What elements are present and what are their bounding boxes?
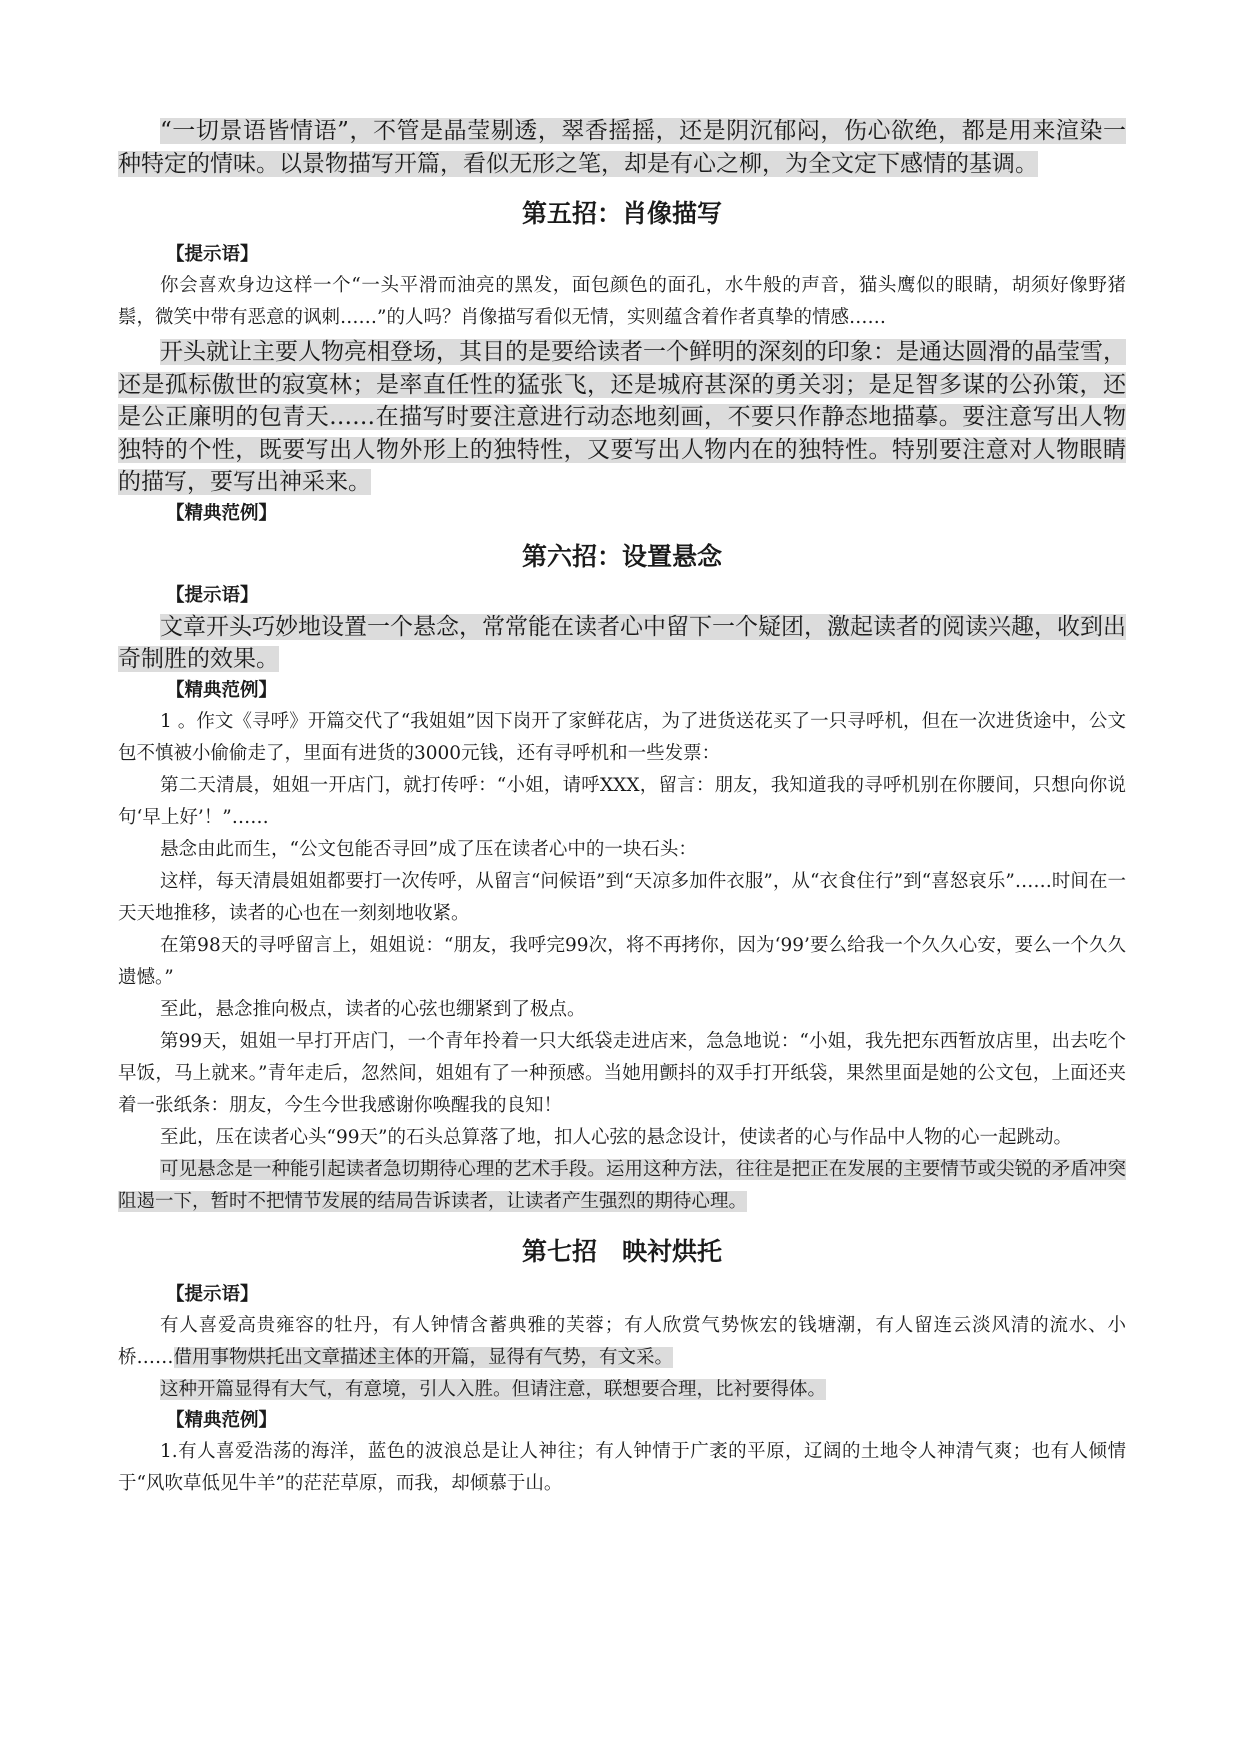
section-heading-6: 第六招：设置悬念 bbox=[521, 541, 722, 571]
paragraph: 你会喜欢身边这样一个“一头平滑而油亮的黑发，面包颜色的面孔，水牛般的声音，猫头鹰似的眼睛，胡须好像野猪鬃，微笑中带有恶意的讽刺……”的人吗？肖像描写看似无情，实则蕴含着作者真挚的情感…… bbox=[118, 275, 1126, 328]
paragraph: 至此，压在读者心头“99天”的石头总算落了地，扣人心弦的悬念设计，使读者的心与作品中人物的心一起跳动。 bbox=[160, 1126, 1072, 1148]
paragraph: 有人喜爱高贵雍容的牡丹，有人钟情含蓄典雅的芙蓉；有人欣赏气势恢宏的钱塘潮，有人留连云淡风清的流水、小桥……借用事物烘托出文章描述主体的开篇，显得有气势，有文采。 bbox=[118, 1314, 1126, 1368]
example-label: 【精典范例】 bbox=[166, 1409, 278, 1431]
section-heading-5: 第五招：肖像描写 bbox=[521, 199, 722, 228]
paragraph-highlighted: 开头就让主要人物亮相登场，其目的是要给读者一个鲜明的深刻的印象：是通达圆滑的晶莹雪，还是孤标傲世的寂寞林；是率直任性的猛张飞，还是城府甚深的勇关羽；是足智多谋的公孙策，还是公正廉明的包青天……在描写时要注意进行动态地刻画，不要只作静态地描摹。要注意写出人物独特的个性，既要写出人物外形上的独特性，又要写出人物内在的独特性。特别要注意对人物眼睛的描写，要写出神采来。 bbox=[118, 339, 1126, 495]
paragraph-intro: “一切景语皆情语”，不管是晶莹剔透，翠香摇摇，还是阴沉郁闷，伤心欲绝，都是用来渲染一种特定的情味。以景物描写开篇，看似无形之笔，却是有心之柳，为全文定下感情的基调。 bbox=[118, 118, 1126, 177]
paragraph-highlighted: 可见悬念是一种能引起读者急切期待心理的艺术手段。运用这种方法，往往是把正在发展的主要情节或尖锐的矛盾冲突阻遏一下，暂时不把情节发展的结局告诉读者，让读者产生强烈的期待心理。 bbox=[118, 1158, 1126, 1212]
paragraph: 这样，每天清晨姐姐都要打一次传呼，从留言“问候语”到“天凉多加件衣服”，从“衣食住行”到“喜怒哀乐”……时间在一天天地推移，读者的心也在一刻刻地收紧。 bbox=[118, 870, 1126, 924]
paragraph: 至此，悬念推向极点，读者的心弦也绷紧到了极点。 bbox=[160, 998, 586, 1020]
paragraph: 在第98天的寻呼留言上，姐姐说：“朋友，我呼完99次，将不再拷你，因为‘99’要么给我一个久久心安，要么一个久久遗憾。” bbox=[118, 934, 1126, 988]
document-page bbox=[118, 115, 1126, 1500]
section-heading-7: 第七招 映衬烘托 bbox=[521, 1236, 722, 1266]
paragraph: 悬念由此而生，“公文包能否寻回”成了压在读者心中的一块石头： bbox=[160, 838, 697, 860]
paragraph: 第二天清晨，姐姐一开店门，就打传呼：“小姐，请呼XXX，留言：朋友，我知道我的寻呼机别在你腰间，只想向你说句‘早上好’！”…… bbox=[118, 774, 1126, 828]
paragraph-highlighted: 文章开头巧妙地设置一个悬念，常常能在读者心中留下一个疑团，激起读者的阅读兴趣，收到出奇制胜的效果。 bbox=[118, 613, 1126, 672]
example-label: 【精典范例】 bbox=[166, 502, 278, 524]
paragraph: 1.有人喜爱浩荡的海洋，蓝色的波浪总是让人神往；有人钟情于广袤的平原，辽阔的土地令人神清气爽；也有人倾情于“风吹草低见牛羊”的茫茫草原，而我，却倾慕于山。 bbox=[118, 1440, 1126, 1494]
paragraph: 第99天，姐姐一早打开店门，一个青年拎着一只大纸袋走进店来，急急地说：“小姐，我先把东西暂放店里，出去吃个早饭，马上就来。”青年走后，忽然间，姐姐有了一种预感。当她用颤抖的双手打开纸袋，果然里面是她的公文包，上面还夹着一张纸条：朋友，今生今世我感谢你唤醒我的良知！ bbox=[118, 1030, 1126, 1116]
paragraph: 1 。作文《寻呼》开篇交代了“我姐姐”因下岗开了家鲜花店，为了进货送花买了一只寻呼机，但在一次进货途中，公文包不慎被小偷偷走了，里面有进货的3000元钱，还有寻呼机和一些发票： bbox=[118, 710, 1126, 764]
prompt-label: 【提示语】 bbox=[166, 1283, 259, 1305]
example-label: 【精典范例】 bbox=[166, 679, 278, 701]
prompt-label: 【提示语】 bbox=[166, 584, 259, 606]
prompt-label: 【提示语】 bbox=[166, 244, 259, 265]
paragraph-highlighted: 这种开篇显得有大气，有意境，引人入胜。但请注意，联想要合理，比衬要得体。 bbox=[160, 1378, 827, 1400]
